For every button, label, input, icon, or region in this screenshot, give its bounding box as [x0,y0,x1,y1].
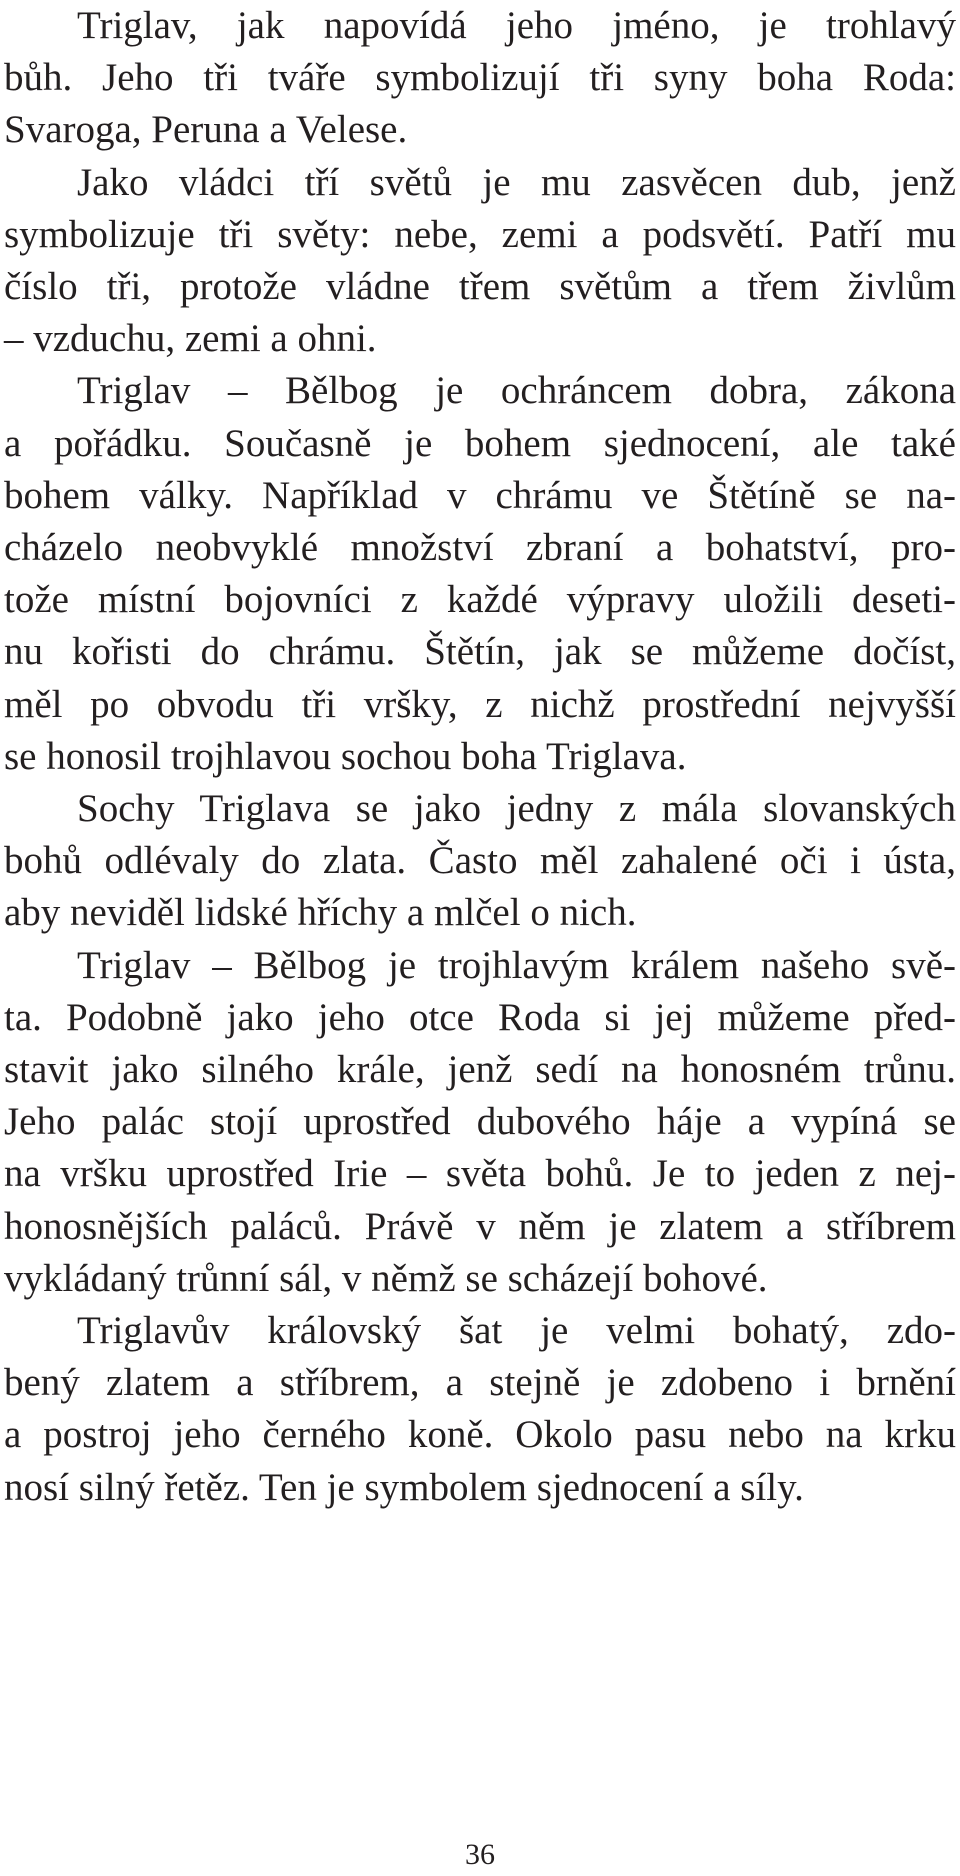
text-line: Triglav, jak napovídá jeho jméno, je trohlavý [77,4,956,47]
text-line: Jeho palác stojí uprostřed dubového háje a vypíná se [4,1100,956,1144]
text-line: Triglav – Bělbog je trojhlavým králem našeho svě- [77,943,956,987]
text-line: a pořádku. Současně je bohem sjednocení, ale také [4,421,956,465]
text-line: – vzduchu, zemi a ohni. [4,317,377,361]
text-line: tože místní bojovníci z každé výpravy uložili deseti- [4,578,956,622]
text-line: bohem války. Například v chrámu ve Štětíně se na- [4,473,956,517]
text-line: bený zlatem a stříbrem, a stejně je zdobeno i brnění [4,1361,956,1405]
text-line: měl po obvodu tři vršky, z nichž prostřední nejvyšší [4,682,956,726]
text-line: Triglavův královský šat je velmi bohatý, zdo- [77,1309,956,1353]
text-line: vykládaný trůnní sál, v němž se scházejí bohové. [4,1256,768,1300]
text-line: Svaroga, Peruna a Velese. [4,108,408,152]
text-line: Jako vládci tří světů je mu zasvěcen dub, jenž [77,160,956,204]
text-line: se honosil trojhlavou sochou boha Triglava. [4,734,687,778]
page-number: 36 [465,1838,495,1871]
text-line: Sochy Triglava se jako jedny z mála slovanských [77,787,956,831]
text-line: bůh. Jeho tři tváře symbolizují tři syny boha Roda: [4,56,956,100]
text-line: bohů odlévaly do zlata. Často měl zahalené oči i ústa, [4,839,956,883]
paragraph [4,157,956,366]
text-line: číslo tři, protože vládne třem světům a třem živlům [4,265,956,309]
text-line: nosí silný řetěz. Ten je symbolem sjednocení a síly. [4,1465,804,1509]
text-line: aby neviděl lidské hříchy a mlčel o nich. [4,891,637,935]
paragraph [4,0,956,157]
body-text [4,0,956,1514]
paragraph [4,1305,956,1514]
text-line: nu kořisti do chrámu. Štětín, jak se můžeme dočíst, [4,630,956,674]
paragraph [4,940,956,1305]
text-line: ta. Podobně jako jeho otce Roda si jej můžeme před- [4,995,956,1039]
text-line: symbolizuje tři světy: nebe, zemi a podsvětí. Patří mu [4,212,956,256]
text-line: honosnějších paláců. Právě v něm je zlatem a stříbrem [4,1204,956,1248]
text-line: stavit jako silného krále, jenž sedí na honosném trůnu. [4,1048,956,1092]
text-line: na vršku uprostřed Irie – světa bohů. Je to jeden z nej- [4,1152,956,1196]
text-line: cházelo neobvyklé množství zbraní a bohatství, pro- [4,526,956,570]
text-line: Triglav – Bělbog je ochráncem dobra, zákona [77,369,956,413]
paragraph [4,365,956,783]
paragraph [4,783,956,940]
text-line: a postroj jeho černého koně. Okolo pasu nebo na krku [4,1413,956,1457]
